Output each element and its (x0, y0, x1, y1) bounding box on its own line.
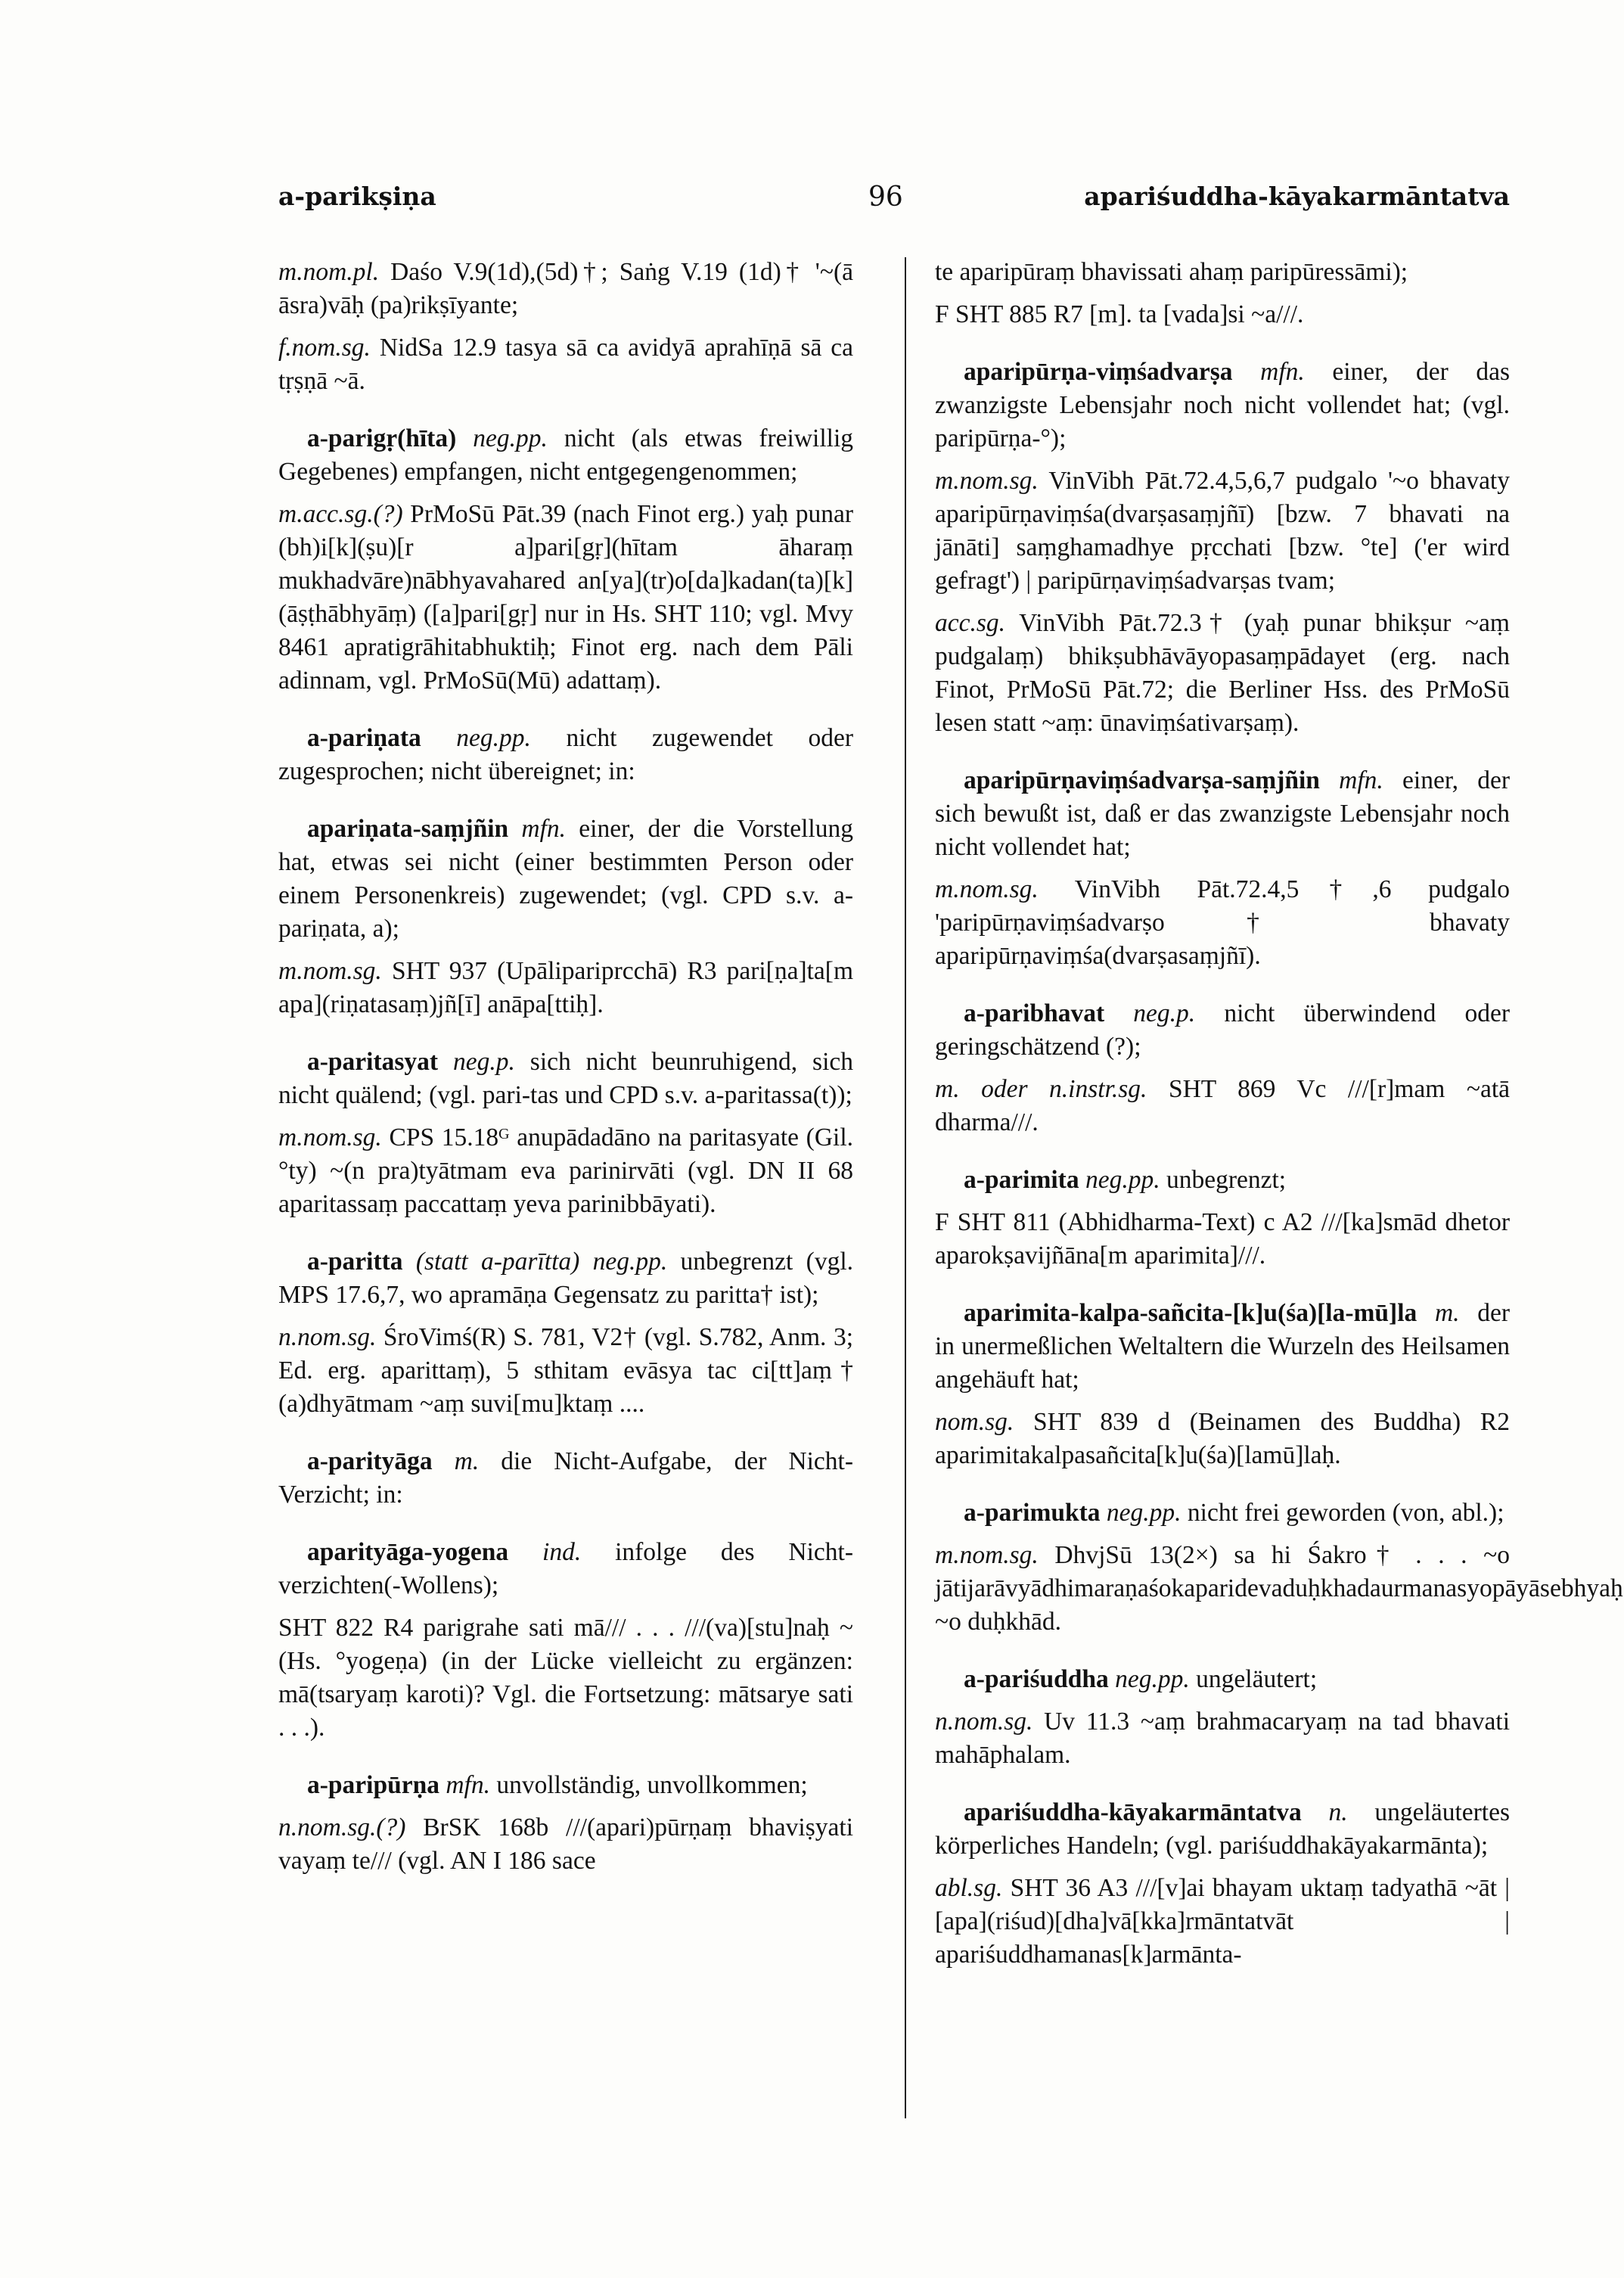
grammar-label: F (935, 1208, 949, 1236)
headword: a-paripūrṇa (307, 1771, 439, 1799)
entry-text: SHT 937 (Upālipariprcchā) R3 pari[ṇa]ta[m apa](riṇatasaṃ)jñ[ī] anāpa[ttiḥ]. (278, 957, 854, 1018)
entry-text: der in unermeßlichen Weltaltern die Wurzeln des Heilsamen angehäuft hat; (935, 1299, 1510, 1394)
entry-text: SHT 811 (Abhidharma-Text) c A2 ///[ka]smād dhetor aparokṣavijñāna[m aparimita]///. (935, 1208, 1510, 1270)
entry-text: nicht (als etwas freiwillig Gegebenes) empfangen, nicht entgegengenommen; (278, 424, 853, 486)
dictionary-headword-entry (935, 997, 1510, 1064)
headword: a-paritasyat (307, 1048, 439, 1076)
grammar-label: neg.pp. (1106, 1499, 1182, 1527)
entry-text: einer, der sich bewußt ist, daß er das zwanzigste Lebensjahr noch nicht vollendet hat; (935, 766, 1511, 861)
entry-text: unvollständig, unvollkommen; (496, 1771, 808, 1799)
headword: apariśuddha-kāyakarmāntatva (964, 1798, 1302, 1826)
entry-text: einer, der das zwanzigste Lebensjahr noch nicht vollendet hat; (vgl. paripūrṇa-°); (935, 358, 1510, 452)
left-column (278, 256, 853, 1887)
headword: aparityāga-yogena (307, 1538, 509, 1566)
grammar-label: f.nom.sg. (278, 334, 371, 362)
headword: a-pariṇata (307, 724, 421, 752)
grammar-label: abl.sg. (935, 1874, 1003, 1902)
entry-text: nicht zugewendet oder zugesprochen; nicht übereignet; in: (278, 724, 854, 785)
grammar-label: m. oder n.instr.sg. (935, 1075, 1147, 1103)
dictionary-citation (935, 1539, 1623, 1639)
headword: a-paribhavat (964, 999, 1105, 1027)
grammar-label: acc.sg. (935, 609, 1006, 637)
dictionary-headword-entry (278, 813, 853, 946)
dictionary-headword-entry (935, 356, 1510, 455)
headword: a-parigṛ(hīta) (307, 424, 457, 452)
entry-text: DhvjSū 13(2×) sa hi Śakro† . . . ~o jātijarāvyādhimaraṇaśokaparidevaduḥkhadaurmanasyopāyāsebhyaḥ ~o duḥkhād. (935, 1541, 1623, 1636)
dictionary-headword-entry (278, 422, 853, 489)
dictionary-headword-entry (935, 764, 1510, 864)
dictionary-headword-entry (278, 1536, 853, 1602)
grammar-label: neg.pp. (456, 724, 531, 752)
grammar-label: neg.pp. (1085, 1166, 1160, 1194)
headword: a-pariśuddha (964, 1665, 1109, 1693)
column-divider (905, 257, 906, 2118)
grammar-label: m.nom.sg. (935, 467, 1039, 495)
entry-text: SHT 839 d (Beinamen des Buddha) R2 aparimitakalpasañcita[k]u(śa)[lamū]laḥ. (935, 1408, 1510, 1469)
headword: a-parimukta (964, 1499, 1101, 1527)
entry-text: SHT 36 A3 ///[v]ai bhayam uktaṃ tadyathā ~āt | [apa](riśud)[dha]vā[kka]rmāntatvāt | apariśuddhamanas[k]armānta- (935, 1874, 1510, 1969)
dictionary-citation (278, 1811, 853, 1878)
dictionary-citation (278, 331, 853, 398)
headword: aparimita-kalpa-sañcita-[k]u(śa)[la-mū]la (964, 1299, 1418, 1327)
grammar-label: ind. (542, 1538, 582, 1566)
entry-text: PrMoSū Pāt.39 (nach Finot erg.) yaḥ punar (bh)i[k](ṣu)[r a]pari[gṛ](hītam āharaṃ mukhadvāre)nābhyavahared an[ya](tr)o[da]kadan(ta)[k](āṣṭhābhyāṃ) ([a]pari[gṛ] nur in Hs. SHT 110; vgl. Mvy 8461 apratigrāhitabhuktiḥ; Finot erg. nach dem Pāli adinnam, vgl. PrMoSū(Mū) adattaṃ). (278, 500, 853, 695)
dictionary-citation (935, 256, 1510, 289)
dictionary-headword-entry (935, 1796, 1510, 1863)
dictionary-headword-entry (935, 1496, 1510, 1530)
grammar-label: m. (454, 1447, 480, 1475)
page-number: 96 (868, 182, 903, 213)
grammar-label: m.nom.sg. (935, 875, 1039, 903)
header-right-catchword: apariśuddha-kāyakarmāntatva (1084, 182, 1510, 211)
entry-text: VinVibh Pāt.72.3† (yaḥ punar bhikṣur ~aṃ pudgalaṃ) bhikṣubhāvāyopasaṃpādayet (erg. nach Finot, PrMoSū Pāt.72; die Berliner Hss. des PrMoSū lesen statt ~aṃ: ūnaviṃśativarṣaṃ). (935, 609, 1510, 737)
grammar-label: m.nom.sg. (278, 1123, 382, 1151)
entry-text: SHT 822 R4 parigrahe sati mā/// . . . ///(va)[stu]naḥ ~ (Hs. °yogeṇa) (in der Lücke vielleicht zu ergänzen: mā(tsaryaṃ karoti)? Vgl. die Fortsetzung: mātsarye sati . . .). (278, 1614, 853, 1742)
dictionary-headword-entry (278, 1445, 853, 1512)
grammar-label: neg.p. (452, 1048, 515, 1076)
grammar-label: mfn. (521, 815, 567, 843)
entry-text: CPS 15.18ᴳ anupādadāno na paritasyate (Gil. °ty) ~(n pra)tyātmam eva parinirvāti (vgl. DN II 68 aparitassaṃ paccattaṃ yeva parinibbāyati). (278, 1123, 853, 1218)
entry-text: SHT 869 Vc ///[r]mam ~atā dharma///. (935, 1075, 1510, 1136)
entry-text: ŚroVimś(R) S. 781, V2† (vgl. S.782, Anm. 3; Ed. erg. aparittaṃ), 5 sthitam evāsya tac ci[tt]aṃ† (a)dhyātmam ~aṃ suvi[mu]ktaṃ .... (278, 1323, 854, 1418)
entry-text: nicht überwindend oder geringschätzend (?); (935, 999, 1511, 1061)
running-header (278, 182, 1510, 227)
dictionary-citation (278, 498, 853, 698)
entry-text: VinVibh Pāt.72.4,5†,6 pudgalo 'paripūrṇaviṃśadvarṣo† bhavaty aparipūrṇaviṃśa(dvarṣasaṃjñī). (935, 875, 1510, 970)
grammar-label: neg.pp. (473, 424, 548, 452)
dictionary-citation (278, 256, 853, 322)
dictionary-headword-entry (935, 1663, 1510, 1696)
headword: a-parityāga (307, 1447, 433, 1475)
entry-text: Uv 11.3 ~aṃ brahmacaryaṃ na tad bhavati mahāphalam. (935, 1708, 1511, 1769)
headword: a-paritta (307, 1248, 403, 1276)
headword: aparipūrṇaviṃśadvarṣa-saṃjñin (964, 766, 1320, 794)
entry-text: te aparipūraṃ bhavissati ahaṃ paripūressāmi); (935, 258, 1408, 286)
grammar-label: m.acc.sg.(?) (278, 500, 403, 528)
dictionary-headword-entry (935, 1164, 1510, 1197)
dictionary-citation (935, 1406, 1510, 1472)
grammar-label: n. (1328, 1798, 1348, 1826)
grammar-label: m.nom.sg. (935, 1541, 1039, 1569)
grammar-label: m.nom.pl. (278, 258, 380, 286)
entry-text: NidSa 12.9 tasya sā ca avidyā aprahīṇā sā ca tṛṣṇā ~ā. (278, 334, 854, 395)
headword: a-parimita (964, 1166, 1079, 1194)
grammar-label: mfn. (446, 1771, 490, 1799)
header-left-catchword: a-parikṣiṇa (278, 182, 436, 211)
dictionary-citation (278, 1611, 853, 1745)
dictionary-headword-entry (278, 1769, 853, 1802)
dictionary-citation (935, 873, 1510, 973)
dictionary-citation (935, 1206, 1510, 1273)
dictionary-citation (935, 298, 1510, 331)
dictionary-citation (278, 955, 853, 1021)
right-column (935, 256, 1623, 1981)
entry-text: nicht frei geworden (von, abl.); (1187, 1499, 1504, 1527)
dictionary-headword-entry (935, 1297, 1510, 1397)
dictionary-headword-entry (278, 722, 853, 788)
grammar-label: mfn. (1260, 358, 1305, 386)
entry-text: SHT 885 R7 [m]. ta [vada]si ~a///. (955, 300, 1304, 328)
entry-text: ungeläutert; (1196, 1665, 1318, 1693)
dictionary-headword-entry (278, 1046, 853, 1112)
grammar-label: neg.pp. (1115, 1665, 1190, 1693)
entry-text: sich nicht beunruhigend, sich nicht quälend; (vgl. pari-tas und CPD s.v. a-paritassa(t)); (278, 1048, 854, 1109)
entry-text: Daśo V.9(1d),(5d)†; Saṅg V.19 (1d)† '~(ā āsra)vāḥ (pa)rikṣīyante; (278, 258, 853, 319)
entry-text: BrSK 168b ///(apari)pūrṇaṃ bhaviṣyati vayaṃ te/// (vgl. AN I 186 sace (278, 1813, 853, 1875)
headword: apariṇata-saṃjñin (307, 815, 509, 843)
grammar-label: nom.sg. (935, 1408, 1014, 1436)
headword: aparipūrṇa-viṃśadvarṣa (964, 358, 1233, 386)
grammar-label: (statt a-parītta) neg.pp. (415, 1248, 668, 1276)
dictionary-citation (278, 1121, 853, 1221)
dictionary-citation (935, 1872, 1510, 1972)
grammar-label: F (935, 300, 949, 328)
entry-text: einer, der die Vorstellung hat, etwas sei nicht (einer bestimmten Person oder einem Personenkreis) zugewendet; (vgl. CPD s.v. a-pariṇata, a); (278, 815, 853, 943)
grammar-label: neg.p. (1133, 999, 1196, 1027)
entry-text: ungeläutertes körperliches Handeln; (vgl. pariśuddhakāyakarmānta); (935, 1798, 1511, 1860)
grammar-label: m. (1434, 1299, 1460, 1327)
entry-text: die Nicht-Aufgabe, der Nicht-Verzicht; in: (278, 1447, 854, 1509)
entry-text: infolge des Nicht-verzichten(-Wollens); (278, 1538, 853, 1599)
entry-text: unbegrenzt; (1166, 1166, 1287, 1194)
grammar-label: mfn. (1339, 766, 1383, 794)
grammar-label: m.nom.sg. (278, 957, 382, 985)
grammar-label: n.nom.sg. (278, 1323, 377, 1351)
grammar-label: n.nom.sg.(?) (278, 1813, 406, 1841)
grammar-label: n.nom.sg. (935, 1708, 1033, 1736)
dictionary-citation (935, 1073, 1510, 1139)
dictionary-citation (935, 607, 1510, 740)
dictionary-citation (935, 1705, 1510, 1772)
entry-text: VinVibh Pāt.72.4,5,6,7 pudgalo '~o bhavaty aparipūrṇaviṃśa(dvarṣasaṃjñī) [bzw. 7 bhavati na jānāti] saṃghamadhye pṛcchati [bzw. °te] ('er wird gefragt') | paripūrṇaviṃśadvarṣas tvam; (935, 467, 1510, 595)
dictionary-headword-entry (278, 1245, 853, 1312)
dictionary-citation (935, 465, 1510, 598)
entry-text: unbegrenzt (vgl. MPS 17.6,7, wo apramāṇa Gegensatz zu parittа† ist); (278, 1248, 853, 1309)
dictionary-citation (278, 1321, 853, 1421)
